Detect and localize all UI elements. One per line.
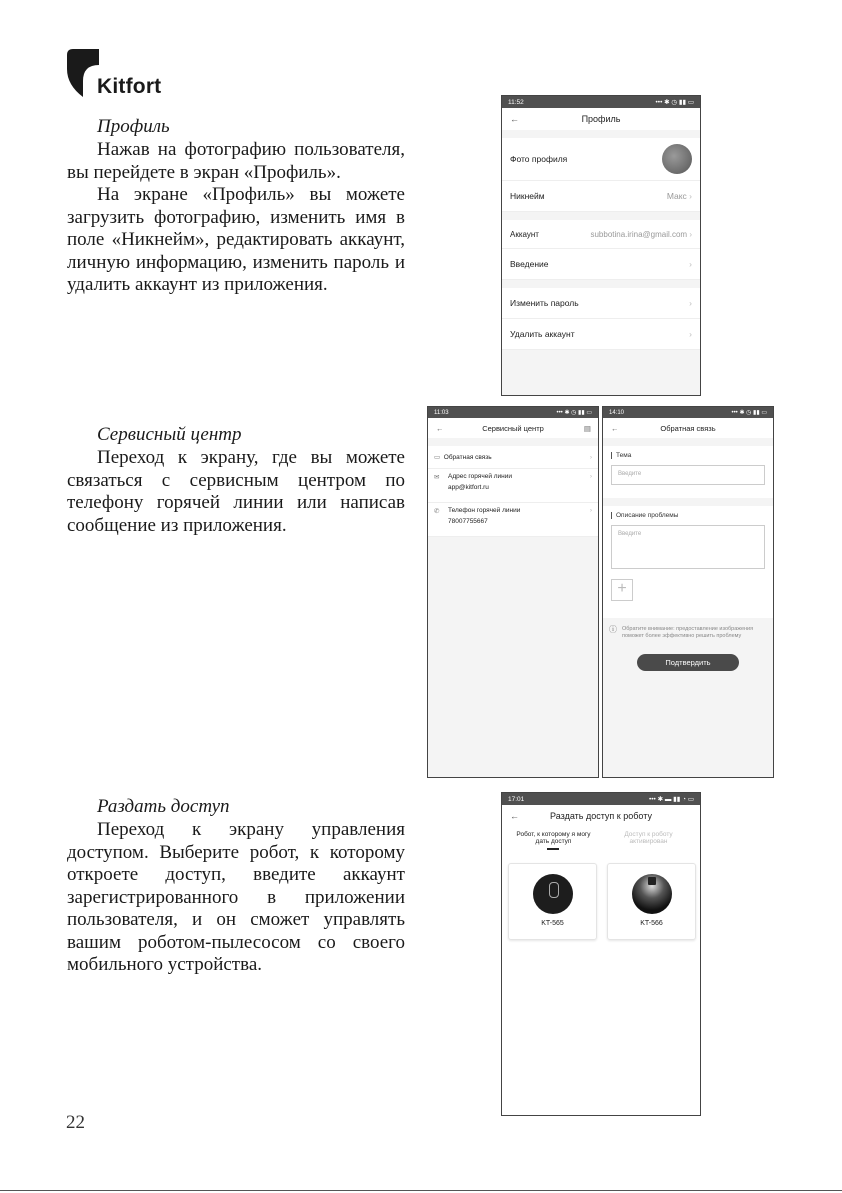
robot-vacuum-icon (533, 874, 573, 914)
section-title-share: Раздать доступ (97, 796, 230, 817)
chevron-right-icon: › (589, 507, 592, 514)
nickname-label: Никнейм (510, 191, 545, 201)
info-icon: ⓘ (609, 625, 617, 634)
robot-card[interactable] (508, 863, 597, 940)
active-tab-indicator (547, 848, 559, 850)
status-bar (603, 407, 773, 418)
feedback-label: Обратная связь (443, 454, 492, 461)
status-bar (502, 793, 700, 805)
page-number: 22 (66, 1112, 85, 1133)
phone-icon: ✆ (434, 508, 440, 515)
footer-rule (0, 1190, 842, 1191)
robot-list (502, 857, 700, 940)
status-bar (502, 96, 700, 108)
screen-title: Сервисный центр (482, 423, 544, 433)
avatar[interactable] (662, 144, 692, 174)
kitfort-logo-mark-icon (67, 49, 99, 97)
hotline-phone-row[interactable] (428, 503, 598, 537)
robot-vacuum-icon (632, 874, 672, 914)
add-image-icon[interactable]: + (611, 579, 633, 601)
tab-label: Робот, к которому я могу дать доступ (516, 831, 591, 845)
status-icons: ••• ✱ ◷ ▮▮ ▭ (655, 99, 694, 106)
chevron-right-icon: › (689, 229, 692, 239)
brand-name: Kitfort (97, 75, 162, 98)
back-arrow-icon[interactable]: ← (436, 423, 444, 433)
nickname-value: Макс (666, 191, 687, 201)
account-value: subbotina.irina@gmail.com (590, 229, 688, 239)
tab-can-share[interactable] (510, 831, 597, 857)
feedback-row[interactable] (428, 446, 598, 469)
delete-account-row[interactable] (502, 319, 700, 350)
delete-account-label: Удалить аккаунт (510, 329, 575, 339)
chevron-right-icon: › (689, 259, 692, 269)
description-input[interactable]: Введите (611, 525, 765, 569)
service-screen (427, 406, 599, 778)
robot-name: KT-566 (640, 920, 663, 927)
profile-photo-row[interactable] (502, 138, 700, 181)
section-text-profile (67, 139, 405, 297)
hotline-address-value: app@kitfort.ru (448, 484, 489, 491)
status-icons: ••• ✱ ▬ ▮▮ ◔ ▭ (648, 796, 694, 803)
change-password-label: Изменить пароль (510, 298, 579, 308)
description-label: Описание проблемы (611, 512, 765, 519)
status-bar (428, 407, 598, 418)
intro-row[interactable] (502, 249, 700, 280)
status-time: 11:52 (508, 98, 524, 106)
nickname-row[interactable] (502, 181, 700, 212)
hint-row (603, 618, 773, 640)
paragraph: На экране «Профиль» вы можете загрузить фотографию, изменить имя в поле «Никнейм», редактировать аккаунт, личную информацию, изменить пароль и удалить аккаунт из приложения. (67, 184, 405, 295)
clipboard-icon[interactable]: ▤ (583, 423, 591, 433)
account-row[interactable] (502, 220, 700, 249)
chevron-right-icon: › (689, 298, 692, 308)
topic-input[interactable]: Введите (611, 465, 765, 485)
paragraph: Нажав на фотографию пользователя, вы перейдете в экран «Профиль». (67, 139, 405, 183)
mail-icon: ✉ (434, 474, 440, 481)
hotline-phone-label: Телефон горячей линии (448, 507, 521, 514)
tab-access-activated[interactable] (605, 831, 692, 857)
profile-screen (501, 95, 701, 396)
status-time: 14:10 (609, 409, 625, 416)
hotline-phone-value: 78007755667 (448, 518, 488, 525)
section-text-service (67, 447, 405, 537)
tab-label: Доступ к роботу активирован (624, 831, 673, 845)
hotline-address-row[interactable] (428, 469, 598, 503)
chevron-right-icon: › (689, 191, 692, 201)
change-password-row[interactable] (502, 288, 700, 319)
back-arrow-icon[interactable]: ← (510, 114, 519, 124)
nav-bar (428, 418, 598, 438)
submit-button[interactable]: Подтвердить (637, 654, 739, 671)
chat-icon: ▭ (434, 454, 441, 461)
nav-bar (502, 108, 700, 130)
tabs (502, 827, 700, 857)
section-title-service: Сервисный центр (97, 424, 242, 445)
status-time: 17:01 (508, 795, 525, 803)
screen-title: Раздать доступ к роботу (550, 811, 652, 821)
back-arrow-icon[interactable]: ← (611, 423, 619, 433)
section-text-share (67, 819, 405, 977)
topic-label: Тема (611, 452, 765, 459)
chevron-right-icon: › (589, 473, 592, 480)
status-icons: ••• ✱ ◷ ▮▮ ▭ (731, 410, 767, 416)
screen-title: Обратная связь (660, 423, 716, 433)
feedback-screen (602, 406, 774, 778)
paragraph: Переход к экрану управления доступом. Выберите робот, к которому откроете доступ, введите аккаунт зарегистрированного в приложении пользователя, и он сможет управлять вашим роботом-пылесосом со своего мобильного устройства. (67, 819, 405, 975)
photo-label: Фото профиля (510, 154, 568, 164)
status-time: 11:03 (434, 409, 449, 416)
nav-bar (603, 418, 773, 438)
robot-name: KT-565 (541, 920, 564, 927)
chevron-right-icon: › (589, 453, 592, 461)
back-arrow-icon[interactable]: ← (510, 811, 519, 821)
intro-label: Введение (510, 259, 549, 269)
topic-section (603, 446, 773, 498)
description-section (603, 506, 773, 618)
share-screen (501, 792, 701, 1116)
account-label: Аккаунт (510, 229, 539, 239)
nav-bar (502, 805, 700, 827)
screen-title: Профиль (581, 114, 621, 124)
paragraph: Переход к экрану, где вы можете связаться с сервисным центром по телефону горячей линии или написав сообщение из приложения. (67, 447, 405, 536)
section-title-profile: Профиль (97, 116, 170, 137)
robot-card[interactable] (607, 863, 696, 940)
status-icons: ••• ✱ ◷ ▮▮ ▭ (556, 410, 592, 416)
hotline-address-label: Адрес горячей линии (448, 473, 513, 480)
chevron-right-icon: › (689, 329, 692, 339)
hint-text: Обратите внимание: предоставление изображения поможет более эффективно решить проблему (622, 626, 754, 639)
